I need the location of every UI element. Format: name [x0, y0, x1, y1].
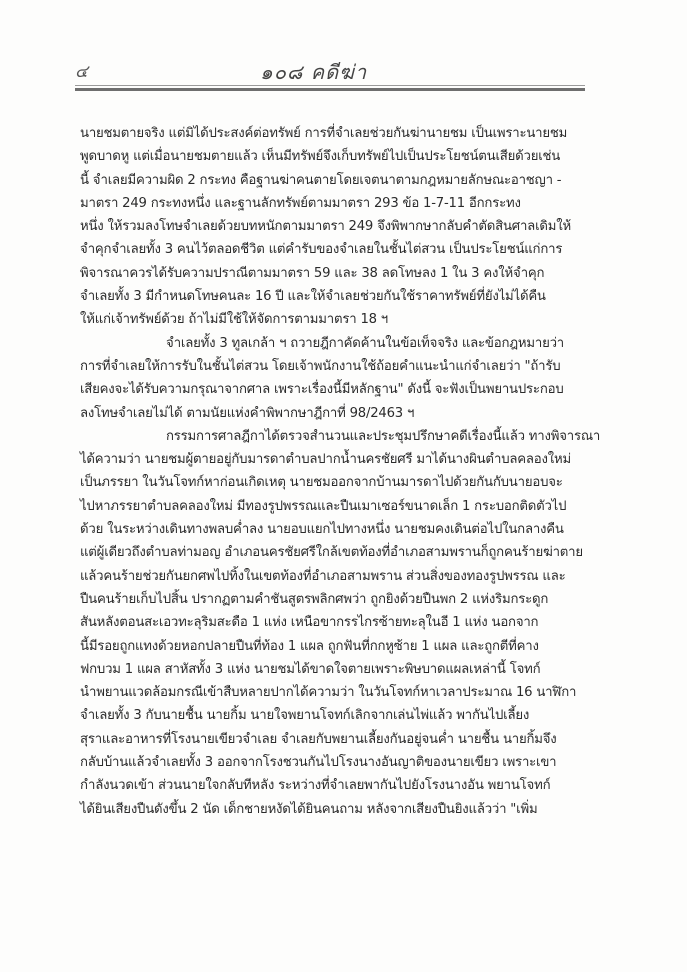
text-line: ฟกบวม 1 แผล สาหัสทั้ง 3 แห่ง นายชมได้ขาดใจตายเพราะพิษบาดแผลเหล่านี้ โจทก์ [80, 661, 541, 677]
text-line: พูดบาดหู แต่เมื่อนายชมตายแล้ว เห็นมีทรัพย์จึงเก็บทรัพย์ไปเป็นประโยชน์ตนเสียด้วยเช่น [80, 149, 561, 165]
text-line: จำเลยทั้ง 3 กับนายชื้น นายกิ้ม นายใจพยานโจทก์เลิกจากเล่นไพ่แล้ว พากันไปเลี้ยง [80, 708, 530, 724]
paragraph-start-line: กรรมการศาลฎีกาได้ตรวจสำนวนและประชุมปรึกษาคดีเรื่องนี้แล้ว ทางพิจารณา [166, 428, 601, 444]
text-line: การที่จำเลยให้การรับในชั้นไต่สวน โดยเจ้าพนักงานใช้ถ้อยคำแนะนำแก่จำเลยว่า "ถ้ารับ [80, 358, 561, 374]
paragraph-start-line: จำเลยทั้ง 3 ทูลเกล้า ฯ ถวายฎีกาคัดค้านในข้อเท็จจริง และข้อกฎหมายว่า [166, 335, 565, 351]
text-line: เสียคงจะได้รับความกรุณาจากศาล เพราะเรื่องนี้มีหลักฐาน" ดังนี้ จะฟังเป็นพยานประกอบ [80, 382, 564, 398]
text-line: มาตรา 249 กระทงหนึ่ง และฐานลักทรัพย์ตามมาตรา 293 ข้อ 1-7-11 อีกกระทง [80, 195, 521, 211]
text-line: แล้วคนร้ายช่วยกันยกศพไปทิ้งในเขตท้องที่อำเภอสามพราน ส่วนสิ่งของทองรูปพรรณ และ [80, 568, 566, 584]
text-line: กลับบ้านแล้วจำเลยทั้ง 3 ออกจากโรงชวนกันไปโรงนางอันญาติของนายเขียว เพราะเขา [80, 755, 557, 771]
text-line: เป็นภรรยา ในวันโจทก์หาก่อนเกิดเหตุ นายชมออกจากบ้านมารดาไปด้วยกันกับนายอบจะ [80, 475, 563, 491]
text-line: ได้ยินเสียงปืนดังขึ้น 2 นัด เด็กชายหงัดได้ยินคนถาม หลังจากเสียงปืนยิงแล้วว่า "เพิ่ม [80, 801, 538, 817]
text-line: ได้ความว่า นายชมผู้ตายอยู่กับมารดาตำบลปากน้ำนครชัยศรี มาได้นางผินตำบลคลองใหม่ [80, 452, 571, 468]
text-line: นี้ จำเลยมีความผิด 2 กระทง คือฐานฆ่าคนตายโดยเจตนาตามกฎหมายลักษณะอาชญา - [80, 172, 562, 188]
text-line: ปืนคนร้ายเก็บไปสิ้น ปรากฏตามคำชันสูตรพลิกศพว่า ถูกยิงด้วยปืนพก 2 แห่งริมกระดูก [80, 591, 549, 607]
header-rule-thick [75, 88, 585, 91]
page-header [75, 58, 595, 88]
text-line: นายชมตายจริง แต่มิได้ประสงค์ต่อทรัพย์ การที่จำเลยช่วยกันฆ่านายชม เป็นเพราะนายชม [80, 126, 568, 141]
header-rule-thin [75, 85, 585, 86]
page-number: ๔ [75, 62, 88, 82]
text-line: ลงโทษจำเลยไม่ได้ ตามนัยแห่งคำพิพากษาฎีกาที่ 98/2463 ฯ [80, 405, 415, 421]
body-text [80, 122, 605, 821]
text-line: สันหลังตอนสะเอวทะลุริมสะดือ 1 แห่ง เหนือขากรรไกรซ้ายทะลุในอี 1 แห่ง นอกจาก [80, 615, 539, 631]
running-title: ๑๐๘ คดีฆ่า [260, 60, 368, 84]
text-line: สุราและอาหารที่โรงนายเขียวจำเลย จำเลยกับพยานเลี้ยงกันอยู่จนค่ำ นายชื้น นายกิ้มจึง [80, 731, 557, 747]
text-line: หนึ่ง ให้รวมลงโทษจำเลยด้วยบทหนักตามมาตรา 249 จึงพิพากษากลับคำตัดสินศาลเดิมให้ [80, 219, 571, 235]
text-line: ให้แก่เจ้าทรัพย์ด้วย ถ้าไม่มีใช้ให้จัดการตามมาตรา 18 ฯ [80, 312, 389, 328]
text-line: พิจารณาควรได้รับความปราณีตามมาตรา 59 และ 38 ลดโทษลง 1 ใน 3 คงให้จำคุก [80, 265, 545, 281]
text-line: ด้วย ในระหว่างเดินทางพลบค่ำลง นายอบแยกไปทางหนึ่ง นายชมคงเดินต่อไปในกลางคืน [80, 522, 564, 538]
text-line: นี้มีรอยถูกแทงด้วยหอกปลายปืนที่ท้อง 1 แผล ถูกฟันที่กกหูซ้าย 1 แผล และถูกตีที่คาง [80, 638, 539, 654]
text-line: จำเลยทั้ง 3 มีกำหนดโทษคนละ 16 ปี และให้จำเลยช่วยกันใช้ราคาทรัพย์ที่ยังไม่ได้คืน [80, 289, 546, 305]
text-line: แต่ผู้เดียวถึงตำบลท่ามอญ อำเภอนครชัยศรีใกล้เขตท้องที่อำเภอสามพรานก็ถูกคนร้ายฆ่าตาย [80, 545, 583, 561]
text-line: จำคุกจำเลยทั้ง 3 คนไว้ตลอดชีวิต แต่คำรับของจำเลยในชั้นไต่สวน เป็นประโยชน์แก่การ [80, 242, 563, 258]
text-line: นำพยานแวดล้อมกรณีเข้าสืบหลายปากได้ความว่า ในวันโจทก์หาเวลาประมาณ 16 นาฬิกา [80, 685, 577, 701]
text-line: ไปหาภรรยาตำบลคลองใหม่ มีทองรูปพรรณและปืนเมาเซอร์ขนาดเล็ก 1 กระบอกติดตัวไป [80, 498, 567, 514]
text-line: กำลังนวดเข้า ส่วนนายใจกลับทีหลัง ระหว่างที่จำเลยพากันไปยังโรงนางอัน พยานโจทก์ [80, 778, 551, 794]
